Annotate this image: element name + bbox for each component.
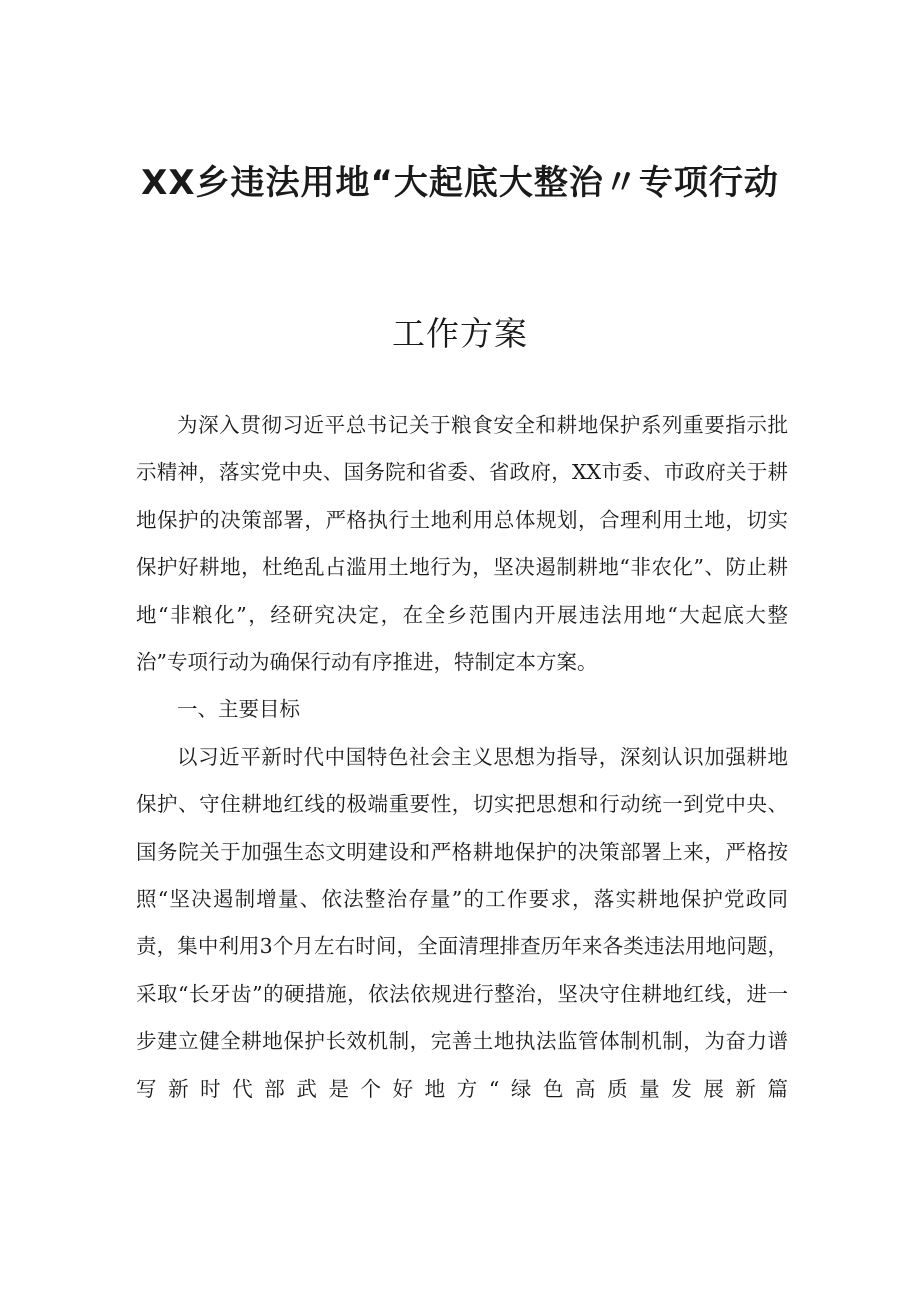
intro-paragraph: 为深入贯彻习近平总书记关于粮食安全和耕地保护系列重要指示批示精神，落实党中央、国务院和省委、省政府，XX市委、市政府关于耕地保护的决策部署，严格执行土地利用总体规划，合理利用土地，切实保护好耕地，杜绝乱占滥用土地行为，坚决遏制耕地“非农化”、防止耕地“非粮化”，经研究决定，在全乡范围内开展违法用地“大起底大整治”专项行动为确保行动有序推进，特制定本方案。	[136, 413, 788, 675]
section-heading-main-goals: 一、主要目标	[177, 697, 300, 722]
document-title-line-1: XX乡违法用地“大起底大整治〃专项行动	[141, 163, 779, 203]
document-body	[136, 402, 788, 1113]
document-title-line-2: 工作方案	[392, 314, 528, 353]
main-goals-paragraph: 以习近平新时代中国特色社会主义思想为指导，深刻认识加强耕地保护、守住耕地红线的极端重要性，切实把思想和行动统一到党中央、国务院关于加强生态文明建设和严格耕地保护的决策部署上来，严格按照“坚决遏制增量、依法整治存量”的工作要求，落实耕地保护党政同责，集中利用3个月左右时间，全面清理排查历年来各类违法用地问题，采取“长牙齿”的硬措施，依法依规进行整治，坚决守住耕地红线，进一步建立健全耕地保护长效机制，完善土地执法监管体制机制，为奋力谱写新时代部武是个好地方“绿色高质量发展新篇	[136, 744, 788, 1101]
